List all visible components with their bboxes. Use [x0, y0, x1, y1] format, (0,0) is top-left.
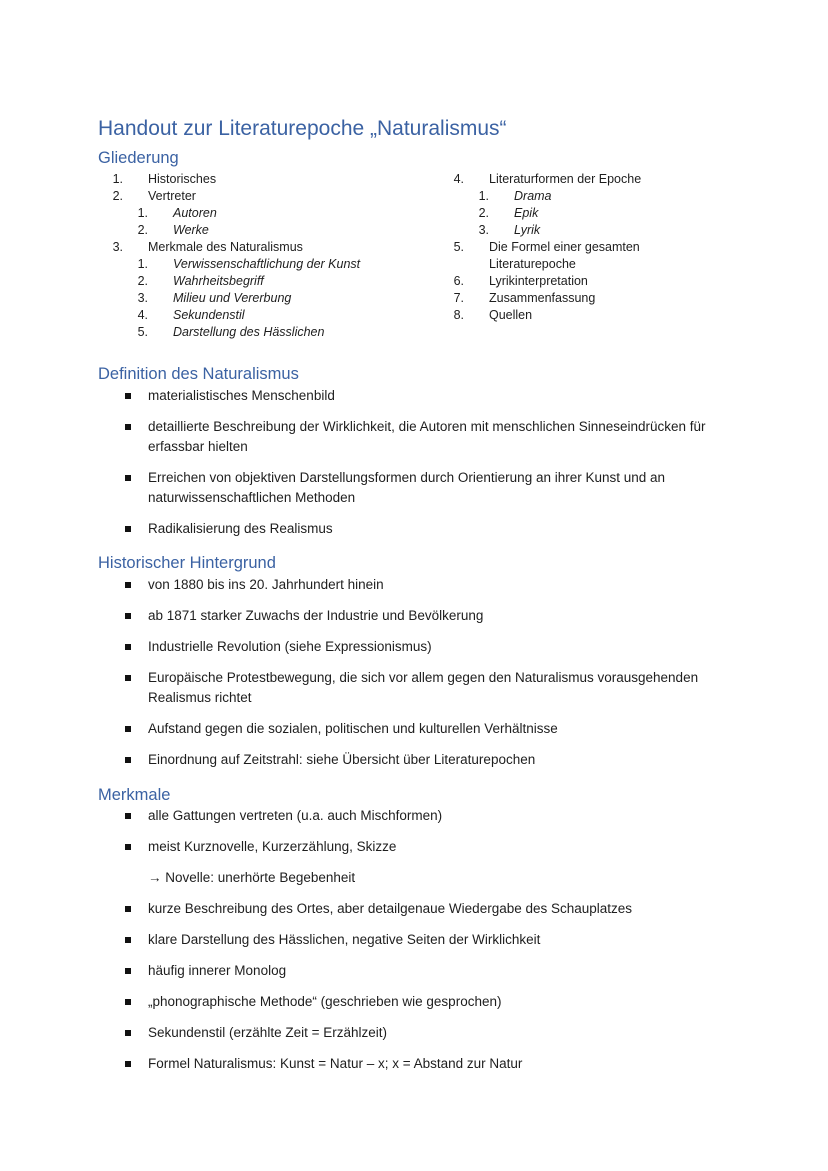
outline-text: Quellen — [489, 308, 533, 322]
outline-item — [439, 256, 576, 273]
outline-item — [439, 239, 640, 256]
outline-item — [98, 256, 361, 273]
bullet-item — [120, 386, 740, 406]
outline-item — [439, 273, 588, 290]
bullet-text: Radikalisierung des Realismus — [148, 521, 333, 536]
history-heading: Historischer Hintergrund — [98, 554, 276, 572]
outline-item — [439, 290, 596, 307]
bullet-icon — [125, 582, 131, 588]
outline-item — [98, 239, 303, 256]
outline-item — [98, 273, 264, 290]
outline-text: Werke — [173, 223, 209, 237]
bullet-text: Formel Naturalismus: Kunst = Natur – x; x = Abstand zur Natur — [148, 1056, 523, 1071]
bullet-item — [120, 899, 740, 919]
outline-item — [98, 188, 196, 205]
outline-item — [439, 307, 533, 324]
outline-number: 8. — [453, 308, 464, 322]
bullet-text: häufig innerer Monolog — [148, 963, 287, 978]
bullet-item — [120, 930, 740, 950]
outline-item — [439, 222, 541, 239]
bullet-text: Erreichen von objektiven Darstellungsformen durch Orientierung an ihrer Kunst und an naturwissenschaftlichen Methoden — [148, 470, 666, 505]
bullet-icon — [125, 726, 131, 732]
bullet-text: klare Darstellung des Hässlichen, negative Seiten der Wirklichkeit — [148, 932, 541, 947]
bullet-text: ab 1871 starker Zuwachs der Industrie und Bevölkerung — [148, 608, 484, 623]
outline-text: Darstellung des Hässlichen — [173, 325, 325, 339]
outline-text: Epik — [514, 206, 539, 220]
outline-text: Verwissenschaftlichung der Kunst — [173, 257, 361, 271]
bullet-text: von 1880 bis ins 20. Jahrhundert hinein — [148, 577, 384, 592]
outline-number: 5. — [453, 240, 464, 254]
bullet-text: Europäische Protestbewegung, die sich vor allem gegen den Naturalismus vorausgehenden Realismus richtet — [148, 670, 699, 705]
bullet-item — [120, 519, 740, 539]
outline-number: 1. — [137, 206, 148, 220]
bullet-text: Sekundenstil (erzählte Zeit = Erzählzeit) — [148, 1025, 387, 1040]
bullet-icon — [125, 526, 131, 532]
bullet-icon — [125, 675, 131, 681]
bullet-text: meist Kurznovelle, Kurzerzählung, Skizze — [148, 839, 397, 854]
bullet-item — [120, 417, 740, 457]
bullet-item — [120, 1023, 740, 1043]
bullet-icon — [125, 844, 131, 850]
bullet-text: kurze Beschreibung des Ortes, aber detailgenaue Wiedergabe des Schauplatzes — [148, 901, 633, 916]
outline-text: Literaturepoche — [489, 257, 576, 271]
bullet-icon — [125, 424, 131, 430]
bullet-item — [120, 750, 740, 770]
outline-number: 4. — [453, 172, 464, 186]
outline-number: 1. — [478, 189, 489, 203]
outline-text: Literaturformen der Epoche — [489, 172, 642, 186]
bullet-text: Einordnung auf Zeitstrahl: siehe Übersicht über Literaturepochen — [148, 752, 536, 767]
bullet-icon — [125, 999, 131, 1005]
outline-item — [439, 171, 642, 188]
outline-number: 7. — [453, 291, 464, 305]
bullet-icon — [125, 968, 131, 974]
outline-number: 2. — [137, 274, 148, 288]
outline-text: Die Formel einer gesamten — [489, 240, 640, 254]
bullet-item — [120, 468, 740, 508]
bullet-icon — [125, 937, 131, 943]
outline-item — [98, 307, 245, 324]
outline-text: Zusammenfassung — [489, 291, 596, 305]
bullet-icon — [125, 757, 131, 763]
bullet-text: alle Gattungen vertreten (u.a. auch Mischformen) — [148, 808, 443, 823]
bullet-item — [120, 992, 740, 1012]
bullet-item — [120, 575, 740, 595]
outline-number: 3. — [137, 291, 148, 305]
bullet-item — [120, 637, 740, 657]
bullet-text: Aufstand gegen die sozialen, politischen und kulturellen Verhältnisse — [148, 721, 558, 736]
outline-item — [98, 324, 325, 341]
outline-text: Historisches — [148, 172, 217, 186]
outline-text: Drama — [514, 189, 552, 203]
bullet-text: → Novelle: unerhörte Begebenheit — [148, 870, 356, 885]
document-title: Handout zur Literaturepoche „Naturalismus“ — [98, 117, 507, 140]
outline-heading: Gliederung — [98, 149, 179, 167]
outline-number: 2. — [112, 189, 123, 203]
bullet-item — [120, 868, 740, 888]
history-list — [120, 575, 740, 781]
bullet-item — [120, 806, 740, 826]
outline-item — [98, 171, 217, 188]
definition-heading: Definition des Naturalismus — [98, 365, 299, 383]
bullet-item — [120, 1054, 740, 1074]
outline-number: 5. — [137, 325, 148, 339]
bullet-item — [120, 837, 740, 857]
outline-text: Vertreter — [148, 189, 196, 203]
outline-number: 2. — [137, 223, 148, 237]
outline-text: Wahrheitsbegriff — [173, 274, 264, 288]
bullet-text: „phonographische Methode“ (geschrieben wie gesprochen) — [148, 994, 502, 1009]
outline-number: 2. — [478, 206, 489, 220]
outline-text: Lyrik — [514, 223, 541, 237]
outline-item — [439, 205, 539, 222]
outline-text: Autoren — [173, 206, 217, 220]
bullet-text: Industrielle Revolution (siehe Expressionismus) — [148, 639, 432, 654]
bullet-icon — [125, 906, 131, 912]
outline-text: Merkmale des Naturalismus — [148, 240, 303, 254]
outline-number: 1. — [137, 257, 148, 271]
bullet-icon — [125, 1061, 131, 1067]
bullet-icon — [125, 644, 131, 650]
bullet-item — [120, 606, 740, 626]
bullet-text: detaillierte Beschreibung der Wirklichkeit, die Autoren mit menschlichen Sinneseindrücken für erfassbar hielten — [148, 419, 706, 454]
outline-left-column — [98, 171, 361, 341]
outline-item — [98, 222, 209, 239]
outline-item — [439, 188, 552, 205]
outline-number: 6. — [453, 274, 464, 288]
outline-number: 4. — [137, 308, 148, 322]
bullet-icon — [125, 813, 131, 819]
features-list — [120, 806, 740, 1085]
bullet-icon — [125, 613, 131, 619]
outline-text: Milieu und Vererbung — [173, 291, 292, 305]
bullet-icon — [125, 475, 131, 481]
outline-number: 1. — [112, 172, 123, 186]
bullet-icon — [125, 1030, 131, 1036]
outline-number: 3. — [112, 240, 123, 254]
outline-number: 3. — [478, 223, 489, 237]
outline-item — [98, 205, 217, 222]
outline-item — [98, 290, 292, 307]
outline-right-column — [439, 171, 642, 324]
bullet-item — [120, 961, 740, 981]
bullet-icon — [125, 393, 131, 399]
bullet-item — [120, 668, 740, 708]
bullet-item — [120, 719, 740, 739]
definition-list — [120, 386, 740, 550]
features-heading: Merkmale — [98, 786, 171, 804]
bullet-text: materialistisches Menschenbild — [148, 388, 335, 403]
outline-text: Sekundenstil — [173, 308, 245, 322]
outline-text: Lyrikinterpretation — [489, 274, 588, 288]
